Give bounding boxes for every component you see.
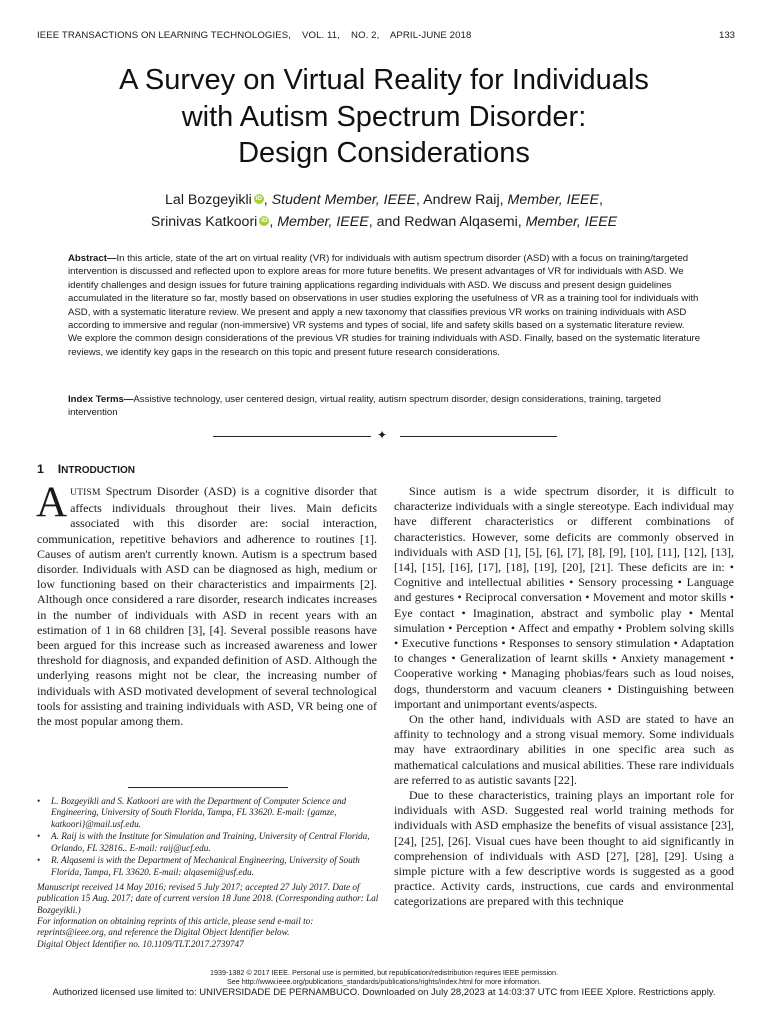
authorized-use-notice: Authorized licensed use limited to: UNIVERSIDADE DE PERNAMBUCO. Downloaded on July 28,2023 at 14:03:37 UTC from IEEE Xplore. Restrictions apply.: [52, 987, 716, 998]
author-name: Redwan Alqasemi: [404, 214, 518, 230]
first-word-smallcaps: UTISM: [70, 488, 101, 498]
author-line-2: Srinivas Katkoori iD , Member, IEEE, and Redwan Alqasemi, Member, IEEE: [150, 214, 618, 230]
copyright-line-2[interactable]: See http://www.ieee.org/publications_standards/publications/rights/index.html for more information.: [226, 976, 542, 986]
footnote-item: [37, 855, 379, 878]
manuscript-dates: Manuscript received 14 May 2016; revised 5 July 2017; accepted 27 July 2017. Date of publication 15 Aug. 2017; date of current version 18 June 2018. (Corresponding author: Lal Bozgeyikli.): [37, 882, 379, 915]
section-number: 1: [37, 462, 44, 476]
bullet-icon: •: [37, 855, 41, 866]
doi[interactable]: Digital Object Identifier no. 10.1109/TLT.2017.2739747: [37, 938, 244, 949]
index-terms-label: Index Terms: [68, 394, 124, 405]
title-line-2: with Autism Spectrum Disorder:: [181, 100, 587, 133]
journal-header: IEEE TRANSACTIONS ON LEARNING TECHNOLOGIES, VOL. 11, NO. 2, APRIL-JUNE 2018: [37, 30, 472, 41]
author-name: Srinivas Katkoori: [150, 214, 258, 230]
footnote-rule: [128, 787, 288, 788]
paragraph: Due to these characteristics, training plays an important role for individuals with ASD. Suggested real world training methods for individuals with ASD emphasize the benefits of visual assistance [23], [24], [25], [26]. Visual cues have been thought to aid significantly in comprehension of individuals with ASD [27], [28], [29]. Using a simple picture with a few descriptive words is suggested as a good practice. Activity cards, instructions, cue cards and environmental categorizations are prepared with this technique: [394, 788, 734, 909]
page-number: 133: [718, 30, 735, 41]
author-membership: Member, IEEE: [507, 192, 599, 208]
title-line-3: Design Considerations: [238, 137, 530, 169]
footnote-text: R. Alqasemi is with the Department of Mechanical Engineering, University of South Florida, Tampa, FL 33620. E-mail: alqasemi@usf.edu.: [51, 855, 360, 877]
right-column: [394, 484, 734, 910]
abstract-label: Abstract: [68, 253, 107, 264]
divider-ornament-icon: ✦: [377, 428, 388, 442]
paper-title: [40, 62, 728, 172]
left-column: [36, 479, 377, 729]
orcid-icon[interactable]: iD: [261, 217, 268, 224]
footnotes: [37, 796, 379, 950]
conjunction: and: [376, 214, 401, 230]
orcid-icon[interactable]: iD: [255, 195, 263, 202]
drop-cap: A: [36, 479, 68, 526]
divider-line-right: [400, 436, 557, 437]
reprints-info: For information on obtaining reprints of this article, please send e-mail to: reprints@ieee.org, and reference the Digital Object Identifier below.: [37, 915, 314, 938]
bullet-icon: •: [37, 796, 41, 806]
divider-line-left: [213, 436, 371, 437]
abstract: Abstract—In this article, state of the art on virtual reality (VR) for individuals with autism spectrum disorder (ASD) with a focus on training/targeted intervention is discussed and reflected upon to explore areas for more future benefits. We present advantages of VR for individuals with ASD. We identify challenges and design issues for future training applications regarding individuals with ASD. We discuss and present design guidelines accumulated in the literature so far, mostly based on observations in user studies exploring the usefulness of VR as a training tool for individuals with ASD, with a systematic literature review. We present and apply a new taxonomy that classifies previous VR works on training individuals with ASD according to immersive and regular (non-immersive) VR systems and types of social, life and safety skills based on a systematic literature review. We explore the common design considerations of the previous VR studies for training individuals with ASD. Finally, based on the systematic literature reviews, we identify key gaps in the research on this topic and present future research considerations.: [68, 253, 701, 358]
abstract-text: In this article, state of the art on virtual reality (VR) for individuals with autism spectrum disorder (ASD) with a focus on training/targeted intervention is discussed and reflected upon to explore areas for more future benefits. We present advantages of VR for individuals with ASD. We identify challenges and design issues for future training applications regarding individuals with ASD. We discuss and present design guidelines accumulated in the literature so far, mostly based on observations in user studies exploring the usefulness of VR as a training tool for individuals with ASD, with a systematic literature review. We present and apply a new taxonomy that classifies previous VR works on training individuals with ASD according to immersive and regular (non-immersive) VR systems and types of social, life and safety skills based on a systematic literature review. We explore the common design considerations of the previous VR studies for training individuals with ASD. Finally, based on the systematic literature reviews, we identify key gaps in the research on this topic and present future research considerations.: [68, 253, 701, 358]
index-terms-text: Assistive technology, user centered design, virtual reality, autism spectrum disorder, design considerations, training, targeted intervention: [68, 394, 661, 419]
paragraph: [36, 479, 377, 729]
footnote-item: [37, 796, 379, 830]
footnote-text: L. Bozgeyikli and S. Katkoori are with the Department of Computer Science and Engineering, University of South Florida, Tampa, FL 33620. E-mail: {gamze, katkoori}@mail.usf.edu.: [51, 796, 347, 829]
title-line-1: A Survey on Virtual Reality for Individuals: [119, 64, 649, 96]
paragraph: Since autism is a wide spectrum disorder, it is difficult to characterize individuals with a single stereotype. Each individual may have different characteristics or different combinations of characteristics. However, some deficits are commonly observed in individuals with ASD [1], [5], [6], [7], [8], [9], [10], [11], [12], [13], [14], [15], [16], [17], [18], [19], [20], [21]. These deficits are in: • Cognitive and intellectual abilities • Sensory processing • Language and gestures • Reciprocal conversation • Movement and motor skills • Eye contact • Imagination, abstract and symbolic play • Mental simulation • Perception • Affect and empathy • Problem solving skills • Executive functions • Responses to sensory stimulation • Adaptation to changes • Generalization of learnt skills • Anxiety management • Cooperative working • Managing phobias/fears such as loud noises, dogs, thunderstorm and vacuum cleaners • Distinguishing between important and unimportant events/aspects.: [394, 484, 734, 711]
author-membership: Member, IEEE: [277, 214, 369, 230]
author-membership: Student Member, IEEE: [271, 192, 417, 208]
section-title-initial: I: [57, 462, 62, 476]
bullet-icon: •: [37, 831, 41, 842]
copyright-notice: [40, 969, 728, 986]
author-name: Lal Bozgeyikli: [165, 192, 252, 208]
copyright-line-1: 1939-1382 © 2017 IEEE. Personal use is permitted, but republication/redistribution requires IEEE permission.: [209, 968, 559, 977]
author-list: [40, 189, 728, 233]
section-title-rest: NTRODUCTION: [61, 465, 136, 476]
footnote-item: [37, 831, 379, 854]
paragraph: On the other hand, individuals with ASD are stated to have an affinity to technology and a strong visual memory. Some individuals may have extraordinary abilities in one specific area such as mathematical calculations and musical abilities. These rare individuals are referred to as autistic savants [22].: [394, 712, 734, 787]
author-name: Andrew Raij: [423, 192, 500, 208]
author-line-1: Lal Bozgeyikli iD , Student Member, IEEE, Andrew Raij, Member, IEEE,: [165, 192, 603, 208]
paragraph-text: Spectrum Disorder (ASD) is a cognitive disorder that affects individuals throughout their lives. Main deficits associated with this disorder are: social interaction, communication, repetitive behaviors and adherence to routines [1]. Causes of autism aren't currently known. Autism is a spectrum based disorder. Individuals with ASD can be diagnosed as high, medium or low functioning based on their characteristics and impairments [2]. Although once considered a rare disorder, research indicates increases in the number of individuals with ASD in recent years with an estimation of 1 in 68 children [3], [4]. Several possible reasons have been argued for this increase such as increased awareness and lower threshold for diagnosis, and expanded definition of ASD. Although the underlying reasons might not be clear, the increasing number of individuals with ASD motivated development of several technological tools for assisting and training individuals with ASD, VR being one of the most popular among them.: [37, 484, 377, 729]
author-membership: Member, IEEE: [525, 214, 618, 230]
section-heading: [37, 462, 135, 476]
index-terms: Index Terms—Assistive technology, user centered design, virtual reality, autism spectrum disorder, design considerations, training, targeted intervention: [68, 394, 661, 419]
footnote-text: A. Raij is with the Institute for Simulation and Training, University of Central Florida, Orlando, FL 32816.. E-mail: raij@ucf.edu.: [51, 831, 370, 853]
